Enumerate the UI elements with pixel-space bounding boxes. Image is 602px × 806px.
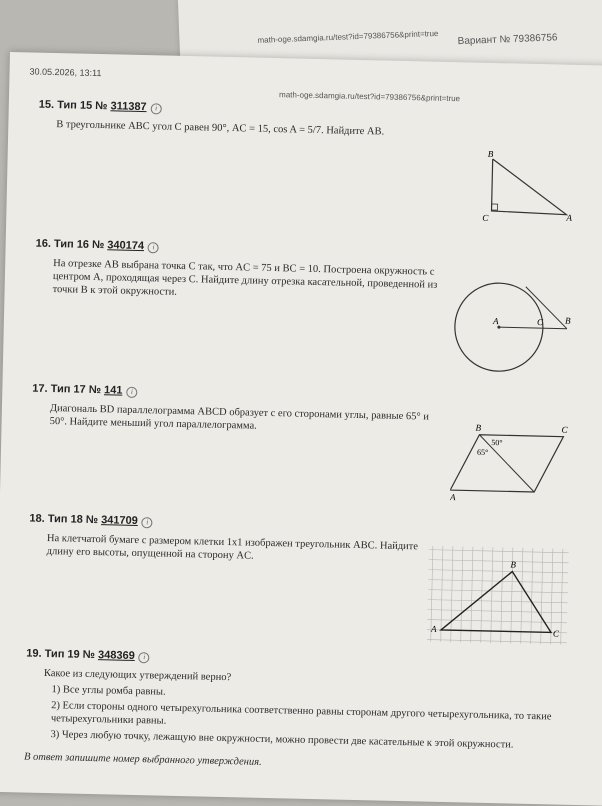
label-c: C bbox=[536, 317, 544, 328]
task-17 bbox=[31, 382, 572, 503]
info-icon[interactable]: i bbox=[148, 242, 159, 253]
task-17-text: Диагональ BD параллелограмма ABCD образует с его сторонами углы, равные 65° и 50°. Найдите меньший угол параллелограмма. bbox=[49, 402, 430, 432]
task-15-id-link[interactable]: 311387 bbox=[110, 100, 147, 114]
info-icon[interactable]: i bbox=[126, 387, 137, 398]
print-datetime: 30.05.2026, 13:11 bbox=[29, 66, 102, 79]
task-19 bbox=[24, 648, 566, 776]
task-18 bbox=[29, 512, 570, 639]
task-17-id-link[interactable]: 141 bbox=[103, 384, 123, 397]
angle-50: 50° bbox=[491, 438, 503, 448]
variant-number: Вариант № 79386756 bbox=[457, 32, 558, 48]
label-a: A bbox=[566, 212, 572, 223]
circle-tangent-figure bbox=[448, 271, 580, 384]
task-18-text: На клетчатой бумаге с размером клетки 1x1 изображен треугольник ABC. Найдите длину его высоты, опущенной на сторону AC. bbox=[46, 532, 419, 562]
print-url: math-oge.sdamgia.ru/test?id=79386756&print=true bbox=[279, 90, 461, 104]
parallelogram-figure bbox=[450, 420, 572, 503]
label-b: B bbox=[475, 422, 482, 433]
task-18-title: 18. Тип 18 № 341709 i bbox=[29, 513, 569, 538]
task-18-id-link[interactable]: 341709 bbox=[100, 514, 138, 528]
task-16-title: 16. Тип 16 № 340174 i bbox=[36, 238, 576, 263]
label-a: A bbox=[492, 316, 499, 327]
task-19-question: Какое из следующих утверждений верно? bbox=[43, 667, 232, 684]
worksheet-page bbox=[0, 52, 602, 806]
label-a: A bbox=[430, 623, 437, 634]
triangle-figure bbox=[476, 149, 578, 231]
task-19-id-link[interactable]: 348369 bbox=[97, 649, 135, 662]
grid-triangle-figure bbox=[427, 546, 569, 645]
task-15-text: В треугольнике ABC угол C равен 90°, AC = 15, cos A = 5/7. Найдите AB. bbox=[56, 119, 385, 138]
task-16 bbox=[34, 237, 575, 328]
label-c: C bbox=[482, 212, 489, 223]
back-sheet-url: math-oge.sdamgia.ru/test?id=79386756&print=true bbox=[257, 28, 439, 45]
info-icon[interactable]: i bbox=[142, 517, 153, 528]
task-19-title: 19. Тип 19 № 348369 i bbox=[26, 648, 566, 673]
info-icon[interactable]: i bbox=[139, 652, 150, 663]
label-b: B bbox=[510, 559, 517, 570]
task-17-title: 17. Тип 17 № 141 i bbox=[32, 383, 572, 408]
task-19-option-2: 2) Если стороны одного четырехугольника соответственно равны сторонам другого четырехугольника, то такие четырехугольники равны. bbox=[50, 700, 552, 727]
task-15 bbox=[38, 98, 579, 223]
task-19-option-3: 3) Через любую точку, лежащую вне окружности, можно провести две касательные к этой окружности. bbox=[50, 729, 514, 751]
angle-65: 65° bbox=[476, 447, 489, 457]
task-19-option-1: 1) Все углы ромба равны. bbox=[51, 684, 166, 698]
label-c: C bbox=[561, 424, 568, 435]
task-16-id-link[interactable]: 340174 bbox=[107, 239, 145, 253]
label-a: A bbox=[449, 492, 456, 503]
label-b: B bbox=[487, 148, 494, 159]
task-16-text: На отрезке AB выбрана точка C так, что AC = 75 и BC = 10. Построена окружность с центром A, проходящая через C. Найдите длину отрезка касательной, проведенной из точки B к этой окружности. bbox=[52, 258, 438, 298]
task-15-title: 15. Тип 15 № 311387 i bbox=[39, 99, 579, 124]
label-c: C bbox=[552, 628, 560, 639]
info-icon[interactable]: i bbox=[150, 103, 161, 114]
label-b: B bbox=[564, 315, 571, 326]
task-19-footer: В ответ запишите номер выбранного утверждения. bbox=[23, 751, 262, 768]
